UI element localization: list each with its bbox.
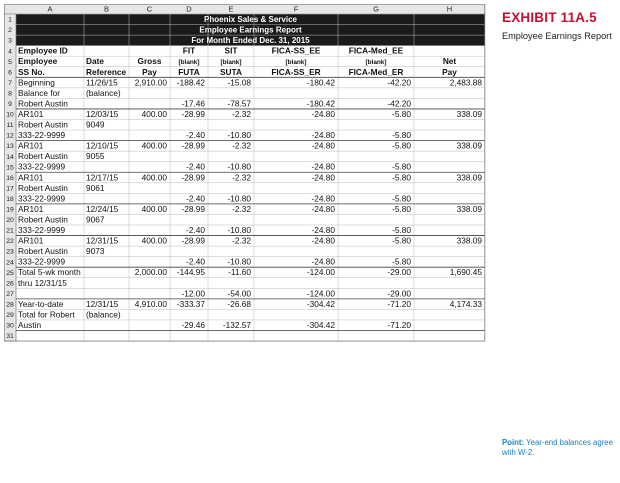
cell-a: Robert Austin [18,119,68,130]
cell-d: -28.99 [181,203,205,214]
row-number[interactable]: 21 [6,227,14,235]
cell-c: 400.00 [141,235,167,246]
row-number[interactable]: 16 [6,174,14,182]
cell-a: Total for Robert [18,309,75,320]
cell-a: 333-22-9999 [18,256,66,267]
row-number[interactable]: 25 [6,269,14,277]
cell-b: (balance) [86,87,121,98]
cell-a: Robert Austin [18,151,68,162]
header-cell: FICA-SS_ER [271,66,321,77]
point-text: Year-end balances agree with W-2. [502,438,613,457]
cell-f: -124.00 [306,288,335,299]
row-number[interactable]: 15 [6,164,14,172]
cell-b: 12/31/15 [86,298,119,309]
row-number[interactable]: 31 [6,333,14,341]
row-number[interactable]: 18 [6,195,14,203]
cell-f: -24.80 [311,256,335,267]
cell-d: -12.00 [181,288,205,299]
cell-a: 333-22-9999 [18,161,66,172]
row-number[interactable]: 11 [6,122,14,130]
cell-b: 9067 [86,214,105,225]
row-number[interactable]: 1 [8,16,12,24]
cell-e: -78.57 [227,98,251,109]
cell-f: -24.80 [311,193,335,204]
cell-c: 400.00 [141,172,167,183]
cell-e: -2.32 [232,172,251,183]
cell-e: -15.08 [227,77,251,88]
cell-e: -11.60 [228,267,251,278]
cell-e: -10.80 [227,161,251,172]
cell-a: Year-to-date [18,298,64,309]
cell-d: -2.40 [186,161,205,172]
cell-a: AR101 [18,140,44,151]
cell-g: -5.80 [392,108,411,119]
cell-a: AR101 [18,172,44,183]
exhibit-label [502,10,612,41]
column-letter[interactable]: H [446,4,453,14]
cell-h: 338.09 [456,235,482,246]
cell-h: 1,690.45 [449,267,482,278]
header-cell: SS No. [18,66,45,77]
column-letter[interactable]: D [186,4,192,14]
cell-b: 12/17/15 [86,172,119,183]
row-number[interactable]: 22 [6,238,14,246]
row-number[interactable]: 5 [8,58,12,66]
header-cell: Net [442,56,457,67]
cell-a: Balance for [18,87,60,98]
header-cell: Reference [86,66,127,77]
cell-h: 2,483.88 [449,77,482,88]
cell-a: AR101 [18,203,44,214]
cell-g: -29.00 [387,267,411,278]
column-letter[interactable]: A [47,4,53,14]
header-cell: FICA-Med_ER [348,66,404,77]
exhibit-caption: Employee Earnings Report [502,31,612,41]
cell-f: -304.42 [306,298,335,309]
header-cell: Employee [18,56,58,67]
cell-a: AR101 [18,108,44,119]
column-letter[interactable]: G [373,4,379,14]
row-number[interactable]: 26 [6,280,14,288]
cell-d: -2.40 [186,193,205,204]
cell-e: -26.68 [227,298,251,309]
row-number[interactable]: 7 [8,79,12,87]
cell-g: -5.80 [392,172,411,183]
report-title-line: For Month Ended Dec. 31, 2015 [191,35,310,45]
cell-a: 333-22-9999 [18,225,66,235]
row-number[interactable]: 19 [6,206,14,214]
cell-f: -124.00 [306,267,335,278]
cell-g: -5.80 [392,140,411,151]
cell-b: 9073 [86,246,105,257]
cell-d: -144.95 [176,267,205,278]
row-number[interactable]: 14 [6,153,14,161]
cell-e: -10.80 [227,193,251,204]
row-number[interactable]: 8 [8,90,12,98]
cell-d: -2.40 [186,225,205,235]
cell-d: -2.40 [186,130,205,141]
cell-a: 333-22-9999 [18,130,66,141]
cell-f: -24.80 [311,161,335,172]
cell-e: -10.80 [227,130,251,141]
cell-b: 12/03/15 [86,108,119,119]
row-number[interactable]: 30 [6,322,14,330]
cell-d: -28.99 [181,108,205,119]
header-cell: SIT [224,45,238,56]
row-number[interactable]: 10 [6,111,14,119]
row-number[interactable]: 23 [6,248,14,256]
cell-h: 338.09 [456,203,482,214]
header-cell: FUTA [178,66,200,77]
cell-b: 9049 [86,119,105,130]
cell-c: 400.00 [141,108,167,119]
cell-f: -24.80 [311,235,335,246]
cell-e: -2.32 [232,203,251,214]
cell-c: 2,910.00 [134,77,167,88]
cell-h: 338.09 [456,140,482,151]
row-number[interactable]: 13 [6,143,14,151]
cell-f: -180.42 [306,98,335,109]
header-cell: Pay [142,66,157,77]
cell-d: -28.99 [181,140,205,151]
cell-e: -54.00 [227,288,251,299]
header-cell: FICA-Med_EE [348,45,404,56]
cell-e: -2.32 [232,235,251,246]
point-note [502,438,614,457]
cell-a: AR101 [18,235,44,246]
cell-d: -29.46 [181,319,205,330]
cell-a: Robert Austin [18,246,68,257]
cell-c: 400.00 [141,140,167,151]
cell-a: Austin [18,319,42,330]
cell-e: -10.80 [227,225,251,235]
row-number[interactable]: 12 [6,132,14,140]
spreadsheet-grid [4,4,486,342]
row-number[interactable]: 24 [6,259,14,267]
cell-f: -24.80 [311,140,335,151]
cell-g: -5.80 [392,161,411,172]
spreadsheet [4,4,486,342]
cell-f: -24.80 [311,172,335,183]
cell-b: 9055 [86,151,105,162]
cell-d: -188.42 [176,77,205,88]
cell-f: -24.80 [311,108,335,119]
header-cell: SUTA [220,66,242,77]
cell-h: 338.09 [456,108,482,119]
row-number[interactable]: 17 [6,185,14,193]
cell-f: -180.42 [306,77,335,88]
cell-c: 400.00 [141,203,167,214]
cell-g: -42.20 [387,98,411,109]
cell-b: 12/10/15 [86,140,119,151]
cell-g: -71.20 [387,298,411,309]
header-cell: [blank] [285,59,307,67]
cell-e: -2.32 [232,140,251,151]
cell-c: 2,000.00 [134,267,167,278]
row-number[interactable]: 28 [6,301,14,309]
column-header-bar [4,4,485,14]
header-cell: [blank] [220,59,242,67]
cell-d: -28.99 [181,235,205,246]
cell-e: -132.57 [222,319,251,330]
cell-d: -333.37 [176,298,205,309]
cell-a: Total 5-wk month [18,267,81,278]
header-cell: Date [86,56,104,67]
row-number[interactable]: 6 [8,69,12,77]
cell-g: -5.80 [392,256,411,267]
cell-f: -304.42 [306,319,335,330]
row-number[interactable]: 27 [6,290,14,298]
cell-a: Robert Austin [18,214,68,225]
column-letter[interactable]: B [103,4,110,14]
cell-g: -5.80 [392,193,411,204]
cell-g: -71.20 [387,319,411,330]
cell-b: 9061 [86,182,105,193]
cell-b: 11/26/15 [86,77,118,88]
exhibit-number: EXHIBIT 11A.5 [502,10,597,25]
cell-a: 333-22-9999 [18,193,66,204]
row-number[interactable]: 20 [6,217,14,225]
cell-g: -5.80 [392,130,411,141]
cell-a: Robert Austin [18,98,68,109]
cell-d: -28.99 [181,172,205,183]
cell-b: (balance) [86,309,121,320]
cell-a: thru 12/31/15 [18,277,67,288]
row-number[interactable]: 29 [6,312,14,319]
row-number[interactable]: 9 [8,101,12,108]
cell-g: -5.80 [392,235,411,246]
cell-g: -5.80 [392,225,411,235]
cell-a: Beginning [18,77,55,88]
report-title-line: Employee Earnings Report [199,25,302,35]
cell-f: -24.80 [311,225,335,235]
row-number[interactable]: 2 [8,27,12,35]
row-number[interactable]: 4 [8,48,12,56]
row-number[interactable]: 3 [8,37,12,45]
cell-b: 12/31/15 [86,235,119,246]
cell-a: Robert Austin [18,182,68,193]
header-cell: FICA-SS_EE [271,45,321,56]
cell-d: -2.40 [186,256,205,267]
cell-f: -24.80 [311,130,335,141]
column-letter[interactable]: C [146,4,153,14]
header-cell: [blank] [178,59,200,67]
point-label: Point: [502,438,525,447]
cell-e: -2.32 [232,108,251,119]
cell-b: 12/24/15 [86,203,119,214]
cell-c: 4,910.00 [134,298,167,309]
column-letter[interactable]: E [228,4,234,14]
cell-h: 338.09 [456,172,482,183]
cell-g: -42.20 [387,77,411,88]
header-cell: Gross [137,56,162,67]
cell-e: -10.80 [227,256,251,267]
header-cell: Employee ID [18,45,68,56]
cell-g: -29.00 [387,288,411,299]
cell-d: -17.46 [181,98,205,109]
report-title-line: Phoenix Sales & Service [204,14,297,24]
cell-f: -24.80 [311,203,335,214]
cell-g: -5.80 [392,203,411,214]
header-cell: FIT [182,45,196,56]
header-cell: Pay [442,66,457,77]
column-letter[interactable]: F [293,4,299,14]
header-cell: [blank] [365,59,387,67]
cell-h: 4,174.33 [449,298,482,309]
